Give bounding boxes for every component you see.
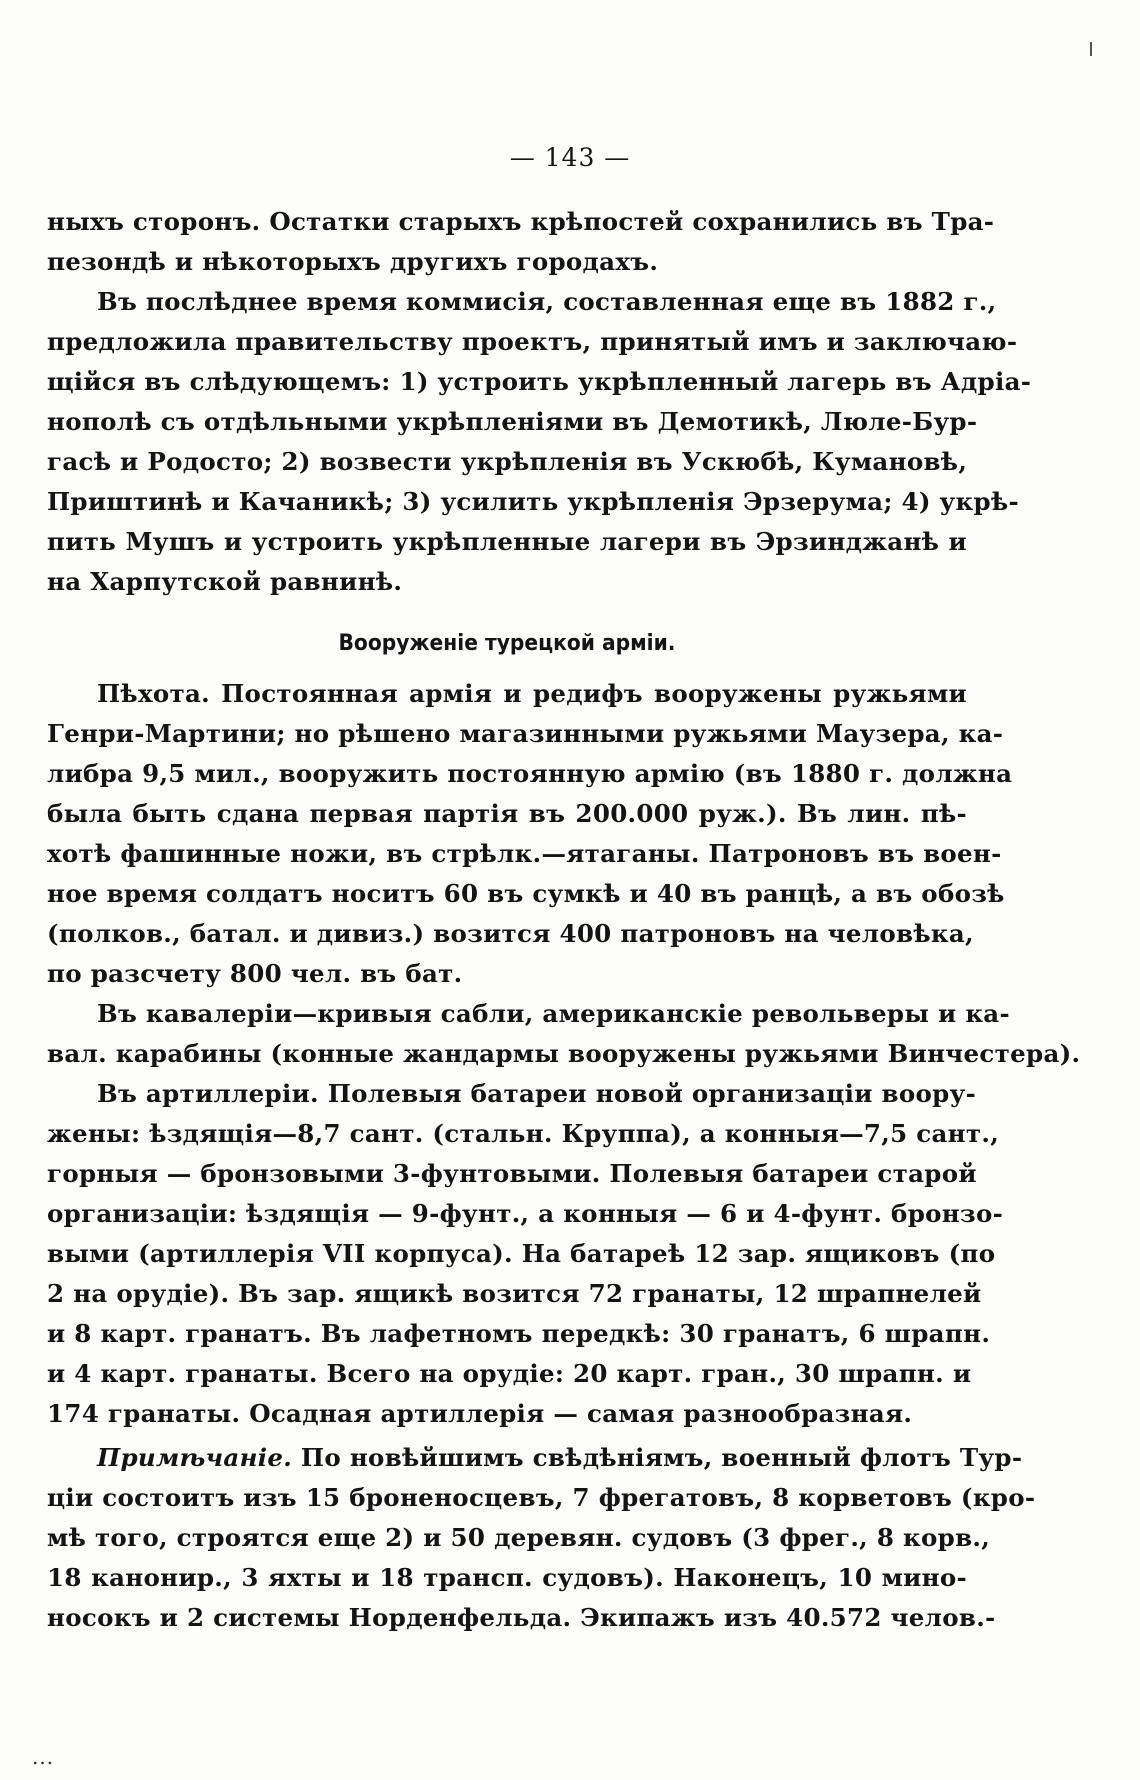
text-line: ціи состоитъ изъ 15 броненосцевъ, 7 фрегатовъ, 8 корветовъ (кро-	[47, 1483, 1036, 1512]
text-line: горныя — бронзовыми 3-фунтовыми. Полевыя батареи старой	[47, 1159, 977, 1188]
text-line: пить Мушъ и устроить укрѣпленные лагери въ Эрзинджанѣ и	[47, 527, 967, 556]
text-line: Пѣхота. Постоянная армія и редифъ вооружены ружьями	[97, 679, 967, 708]
note-label: Примѣчаніе.	[97, 1443, 293, 1472]
text-line: Въ артиллеріи. Полевыя батареи новой организаціи воору-	[97, 1079, 977, 1108]
note-first-line: По новѣйшимъ свѣдѣніямъ, военный флотъ Тур-	[300, 1443, 1023, 1472]
text-line: была быть сдана первая партія въ 200.000 руж.). Въ лин. пѣ-	[47, 799, 967, 828]
paragraph	[47, 994, 1081, 1074]
text-line: по разсчету 800 чел. въ бат.	[47, 959, 463, 988]
text-line: вал. карабины (конные жандармы вооружены ружьями Винчестера).	[47, 1039, 1081, 1068]
scan-mark	[1090, 42, 1092, 56]
text-line: 18 канонир., 3 яхты и 18 трансп. судовъ). Наконецъ, 10 мино-	[47, 1563, 967, 1592]
body-text	[47, 202, 1081, 1638]
text-line: 174 гранаты. Осадная артиллерія — самая разнообразная.	[47, 1399, 913, 1428]
text-line: выми (артиллерія VII корпуса). На батареѣ 12 зар. ящиковъ (по	[47, 1239, 996, 1268]
text-line: (полков., батал. и дивиз.) возится 400 патроновъ на человѣка,	[47, 919, 974, 948]
paragraph	[47, 202, 995, 282]
footer-mark: ...	[32, 1745, 55, 1769]
text-line: и 4 карт. гранаты. Всего на орудіе: 20 карт. гран., 30 шрапн. и	[47, 1359, 972, 1388]
text-line: на Харпутской равнинѣ.	[47, 567, 403, 596]
text-line: либра 9,5 мил., вооружить постоянную армію (въ 1880 г. должна	[47, 759, 1013, 788]
text-line	[47, 1438, 1023, 1478]
text-line: нополѣ съ отдѣльными укрѣпленіями въ Демотикѣ, Люле-Бур-	[47, 407, 978, 436]
text-line: хотѣ фашинные ножи, въ стрѣлк.—ятаганы. Патроновъ въ воен-	[47, 839, 1002, 868]
text-line: Въ послѣднее время коммисія, составленная еще въ 1882 г.,	[97, 287, 997, 316]
page-number-header: — 143 —	[509, 143, 631, 172]
text-line: ное время солдатъ носитъ 60 въ сумкѣ и 40 въ ранцѣ, а въ обозѣ	[47, 879, 1005, 908]
text-line: ныхъ сторонъ. Остатки старыхъ крѣпостей сохранились въ Тра-	[47, 207, 995, 236]
text-line: щійся въ слѣдующемъ: 1) устроить укрѣпленный лагерь въ Адріа-	[47, 367, 1032, 396]
text-line: гасѣ и Родосто; 2) возвести укрѣпленія въ Ускюбѣ, Кумановѣ,	[47, 447, 968, 476]
note-paragraph	[47, 1438, 1036, 1638]
text-line: мѣ того, строятся еще 2) и 50 деревян. судовъ (3 фрег., 8 корв.,	[47, 1523, 991, 1552]
text-line: жены: ѣздящія—8,7 сант. (стальн. Круппа), а конныя—7,5 сант.,	[47, 1119, 1000, 1148]
text-line: организаціи: ѣздящія — 9-фунт., а конныя — 6 и 4-фунт. бронзо-	[47, 1199, 1004, 1228]
paragraph	[47, 1074, 1004, 1434]
text-line: Въ кавалеріи—кривыя сабли, американскіе револьверы и ка-	[97, 999, 1010, 1028]
text-line: носокъ и 2 системы Норденфельда. Экипажъ изъ 40.572 челов.-	[47, 1603, 996, 1632]
text-line: Приштинѣ и Качаникѣ; 3) усилить укрѣпленія Эрзерума; 4) укрѣ-	[47, 487, 1019, 516]
paragraph	[47, 282, 1032, 602]
section-heading: Вооруженіе турецкой арміи.	[338, 631, 676, 656]
text-line: 2 на орудіе). Въ зар. ящикѣ возится 72 гранаты, 12 шрапнелей	[47, 1279, 982, 1308]
text-line: предложила правительству проектъ, принятый имъ и заключаю-	[47, 327, 1018, 356]
paragraph	[47, 674, 1013, 994]
text-line: и 8 карт. гранатъ. Въ лафетномъ передкѣ: 30 гранатъ, 6 шрапн.	[47, 1319, 991, 1348]
text-line: пезондѣ и нѣкоторыхъ другихъ городахъ.	[47, 247, 659, 276]
text-line: Генри-Мартини; но рѣшено магазинными ружьями Маузера, ка-	[47, 719, 1004, 748]
